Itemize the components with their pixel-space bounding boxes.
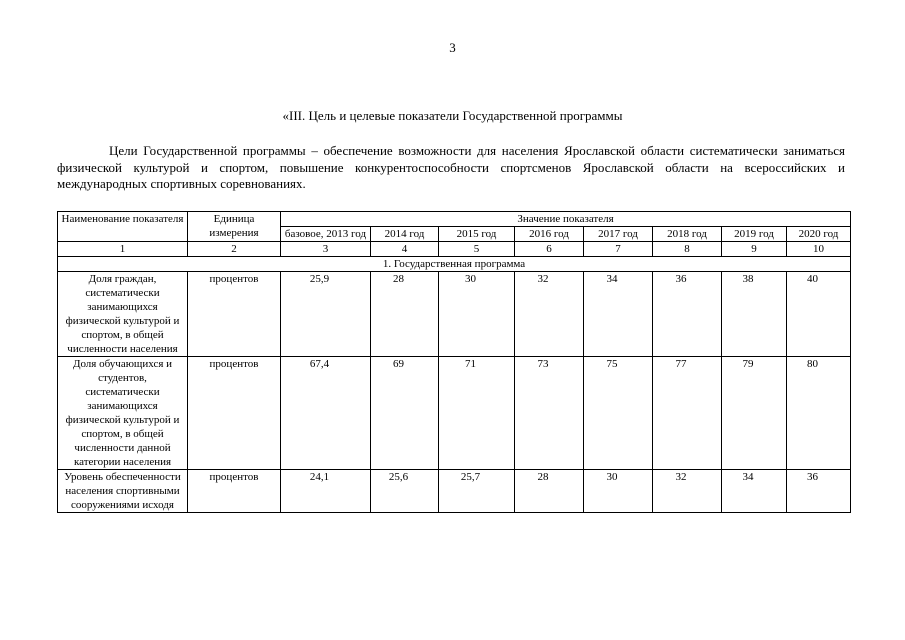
value-text: 77 bbox=[675, 358, 687, 370]
value-text: 32 bbox=[537, 273, 549, 285]
indicator-name: Уровень обеспеченности населения спортивными сооружениями исходя bbox=[58, 470, 188, 513]
indicator-value bbox=[439, 357, 515, 470]
header-year: 2020 год bbox=[787, 227, 851, 242]
indicator-value bbox=[653, 272, 722, 357]
table-row bbox=[58, 470, 851, 513]
value-text: 24,1 bbox=[309, 471, 330, 483]
column-number: 6 bbox=[515, 242, 584, 257]
indicator-unit: процентов bbox=[188, 272, 281, 357]
header-unit: Единица измерения bbox=[188, 212, 281, 242]
indicators-table bbox=[57, 211, 851, 513]
indicator-value bbox=[515, 272, 584, 357]
column-number: 2 bbox=[188, 242, 281, 257]
header-row-top bbox=[58, 212, 851, 227]
page-number: 3 bbox=[449, 40, 456, 55]
indicator-value bbox=[515, 470, 584, 513]
value-text: 34 bbox=[742, 471, 754, 483]
value-text: 75 bbox=[606, 358, 618, 370]
indicator-value bbox=[584, 357, 653, 470]
indicator-value bbox=[787, 272, 851, 357]
column-number: 7 bbox=[584, 242, 653, 257]
value-text: 32 bbox=[675, 471, 687, 483]
value-text: 25,6 bbox=[388, 471, 409, 483]
value-text: 69 bbox=[393, 358, 404, 370]
indicator-value bbox=[584, 272, 653, 357]
value-text: 30 bbox=[465, 273, 476, 285]
section-row bbox=[58, 257, 851, 272]
column-number: 3 bbox=[281, 242, 371, 257]
indicator-value bbox=[722, 357, 787, 470]
column-number: 5 bbox=[439, 242, 515, 257]
header-year: 2016 год bbox=[515, 227, 584, 242]
header-year: 2017 год bbox=[584, 227, 653, 242]
value-text: 36 bbox=[807, 471, 819, 483]
header-name: Наименование показателя bbox=[58, 212, 188, 242]
value-text: 38 bbox=[742, 273, 754, 285]
header-year: 2019 год bbox=[722, 227, 787, 242]
column-number: 8 bbox=[653, 242, 722, 257]
indicator-value bbox=[371, 470, 439, 513]
section-heading: «III. Цель и целевые показатели Государственной программы bbox=[282, 108, 623, 123]
value-text: 67,4 bbox=[309, 358, 330, 370]
value-text: 25,7 bbox=[460, 471, 481, 483]
column-number: 10 bbox=[787, 242, 851, 257]
value-text: 25,9 bbox=[309, 273, 330, 285]
indicator-value bbox=[281, 272, 371, 357]
value-text: 30 bbox=[606, 471, 618, 483]
table-row bbox=[58, 272, 851, 357]
value-text: 36 bbox=[675, 273, 687, 285]
indicator-name: Доля обучающихся и студентов, систематически занимающихся физической культурой и спортом, в общей численности данной категории населения bbox=[58, 357, 188, 470]
header-year: 2014 год bbox=[371, 227, 439, 242]
value-text: 34 bbox=[606, 273, 618, 285]
value-text: 79 bbox=[742, 358, 754, 370]
value-text: 80 bbox=[807, 358, 819, 370]
indicator-value bbox=[515, 357, 584, 470]
header-year: базовое, 2013 год bbox=[281, 227, 371, 242]
indicator-value bbox=[722, 272, 787, 357]
value-text: 71 bbox=[465, 358, 476, 370]
column-number: 4 bbox=[371, 242, 439, 257]
value-text: 40 bbox=[807, 273, 819, 285]
indicator-value bbox=[722, 470, 787, 513]
value-text: 73 bbox=[537, 358, 549, 370]
header-year: 2015 год bbox=[439, 227, 515, 242]
header-value-group: Значение показателя bbox=[281, 212, 851, 227]
header-year: 2018 год bbox=[653, 227, 722, 242]
section-title: 1. Государственная программа bbox=[58, 257, 851, 272]
indicator-value bbox=[439, 272, 515, 357]
value-text: 28 bbox=[537, 471, 549, 483]
indicator-value bbox=[584, 470, 653, 513]
indicator-value bbox=[787, 470, 851, 513]
indicator-value bbox=[281, 470, 371, 513]
indicator-value bbox=[371, 272, 439, 357]
column-number: 9 bbox=[722, 242, 787, 257]
value-text: 28 bbox=[393, 273, 404, 285]
indicator-name: Доля граждан, систематически занимающихся физической культурой и спортом, в общей численности населения bbox=[58, 272, 188, 357]
intro-paragraph: Цели Государственной программы – обеспечение возможности для населения Ярославской области систематически заниматься физической культурой и спортом, повышение конкурентоспособности спортсменов Ярославской области на всероссийских и международных спортивных соревнованиях. bbox=[57, 143, 845, 191]
indicator-unit: процентов bbox=[188, 357, 281, 470]
indicator-unit: процентов bbox=[188, 470, 281, 513]
column-number: 1 bbox=[58, 242, 188, 257]
table-row bbox=[58, 357, 851, 470]
indicator-value bbox=[653, 357, 722, 470]
indicator-value bbox=[653, 470, 722, 513]
indicator-value bbox=[371, 357, 439, 470]
indicator-value bbox=[439, 470, 515, 513]
indicator-value bbox=[281, 357, 371, 470]
column-number-row bbox=[58, 242, 851, 257]
indicator-value bbox=[787, 357, 851, 470]
